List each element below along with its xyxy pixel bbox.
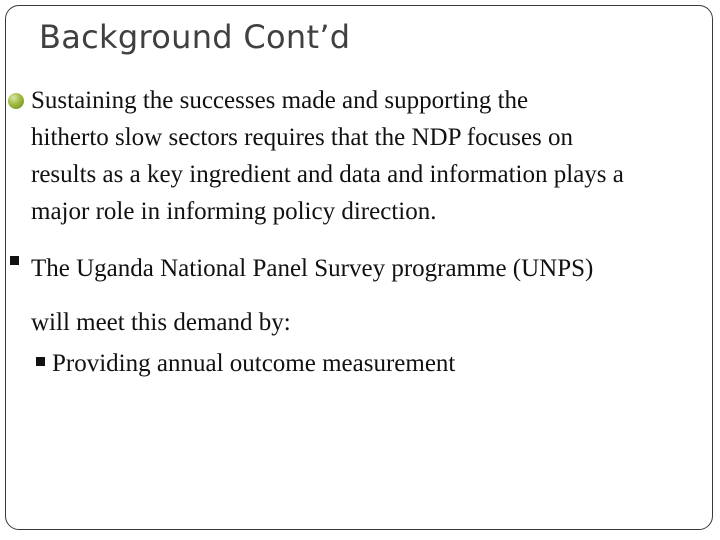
bullet-line: will meet this demand by:	[31, 309, 291, 336]
slide-title: Background Cont’d	[39, 18, 351, 56]
bullet-sustaining-successes	[31, 82, 711, 230]
black-square-bullet-icon	[10, 256, 19, 265]
black-square-bullet-icon	[36, 357, 45, 366]
bullet-line: major role in informing policy direction.	[31, 198, 437, 225]
green-circle-bullet-icon	[8, 93, 24, 109]
bullet-line: hitherto slow sectors requires that the NDP focuses on	[31, 124, 574, 151]
bullet-line: Sustaining the successes made and supporting the	[31, 87, 529, 114]
bullet-unps-programme	[31, 242, 711, 350]
bullet-line: The Uganda National Panel Survey programme (UNPS)	[31, 255, 594, 282]
bullet-line: results as a key ingredient and data and information plays a	[31, 161, 624, 188]
sub-bullet-annual-outcome: Providing annual outcome measurement	[52, 350, 456, 377]
